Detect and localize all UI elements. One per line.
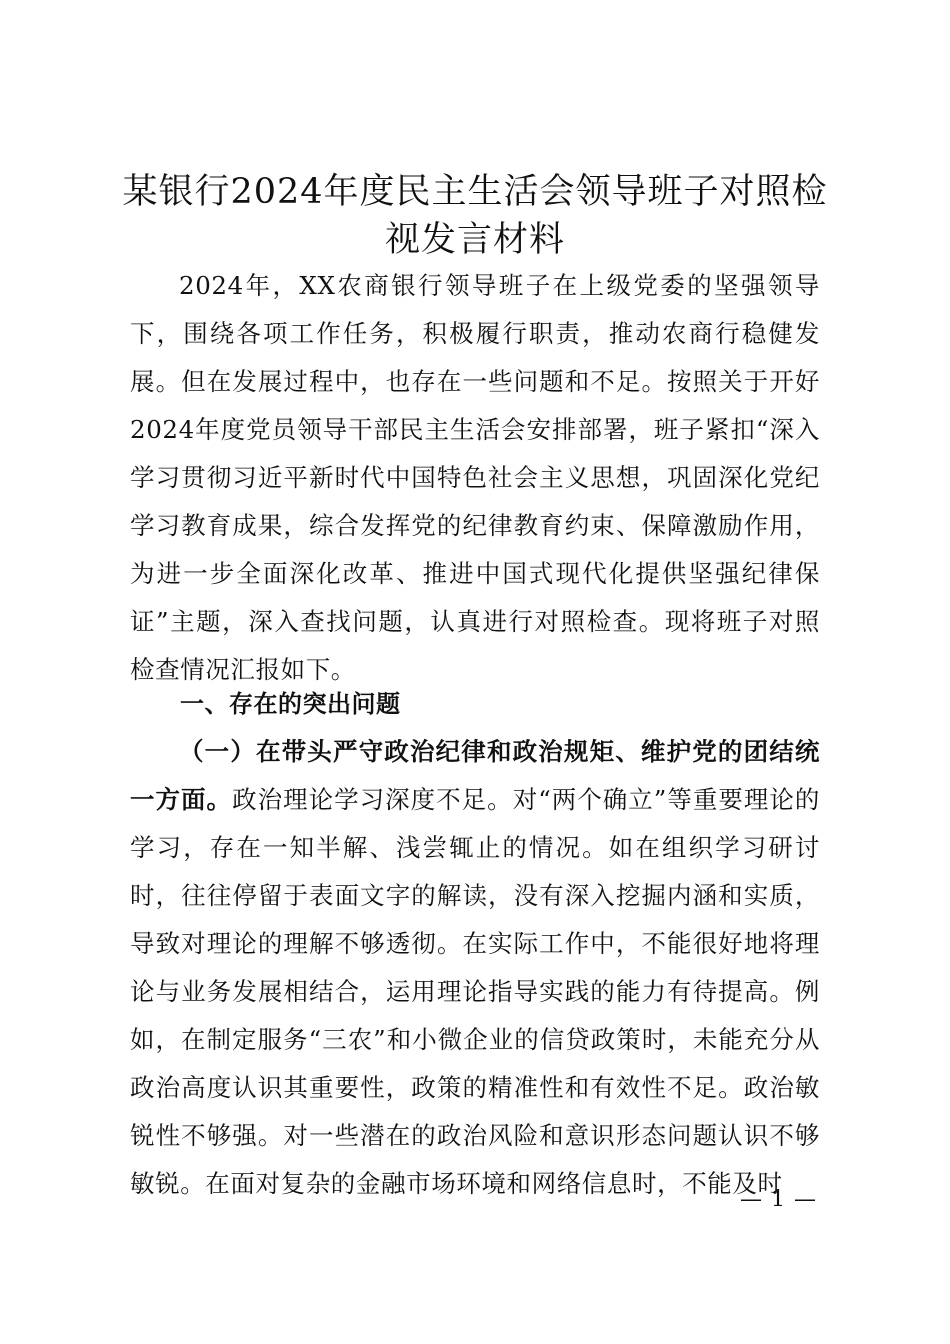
subsection-paragraph [130,728,820,1208]
subsection-heading: （一）在带头严守政治纪律和政治规矩、维护党的团结统一方面。 [130,737,820,814]
section-heading: 一、存在的突出问题 [180,690,401,718]
intro-paragraph: 2024年，XX农商银行领导班子在上级党委的坚强领导下，围绕各项工作任务，积极履行职责，推动农商行稳健发展。但在发展过程中，也存在一些问题和不足。按照关于开好2024年度党员领导干部民主生活会安排部署，班子紧扣“深入学习贯彻习近平新时代中国特色社会主义思想，巩固深化党纪学习教育成果，综合发挥党的纪律教育约束、保障激励作用，为进一步全面深化改革、推进中国式现代化提供坚强纪律保证”主题，深入查找问题，认真进行对照检查。现将班子对照检查情况汇报如下。 [130,271,820,684]
subsection-body: 政治理论学习深度不足。对“两个确立”等重要理论的学习，存在一知半解、浅尝辄止的情况。如在组织学习研讨时，往往停留于表面文字的解读，没有深入挖掘内涵和实质，导致对理论的理解不够透彻。在实际工作中，不能很好地将理论与业务发展相结合，运用理论指导实践的能力有待提高。例如，在制定服务“三农”和小微企业的信贷政策时，未能充分从政治高度认识其重要性，政策的精准性和有效性不足。政治敏锐性不够强。对一些潜在的政治风险和意识形态问题认识不够敏锐。在面对复杂的金融市场环境和网络信息时，不能及时 [130,785,821,1198]
page-number: — 1 — [740,1187,817,1212]
document-title: 某银行2024年度民主生活会领导班子对照检视发言材料 [122,172,828,260]
